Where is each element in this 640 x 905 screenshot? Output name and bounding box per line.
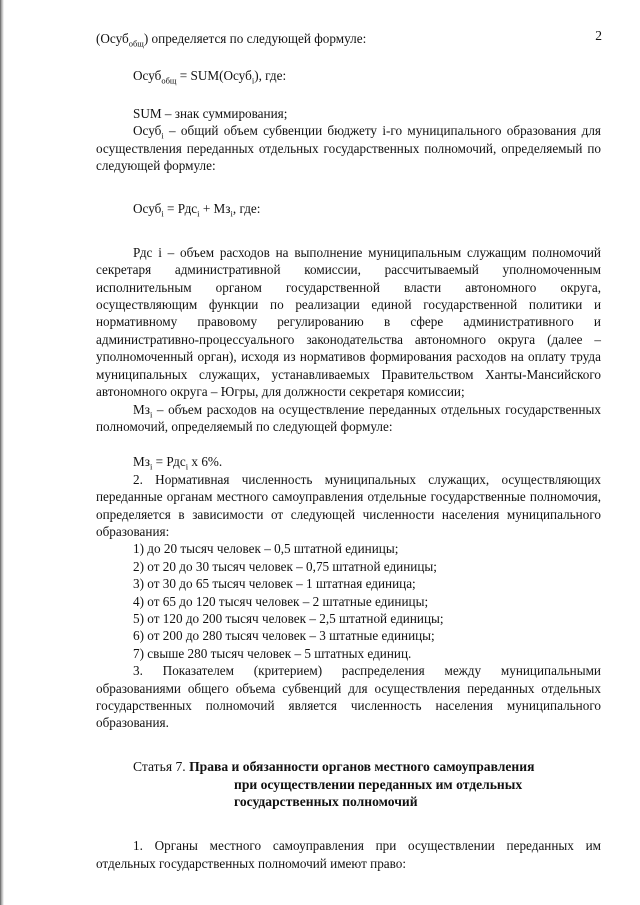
list-item: 7) свыше 280 тысяч человек – 5 штатных единиц. (133, 645, 412, 661)
article-title-line-1: Права и обязанности органов местного самоуправления (189, 758, 535, 774)
intro-line: (Осуб$_{общ}$) определяется по следующей формуле: (96, 31, 367, 49)
point-3: 3. Показателем (критерием) распределения между муниципальными образованиями общего объема субвенций для осуществления переданных отдельных государственных полномочий является численность населения муниципального образования. (96, 663, 601, 731)
formula-mz: $Мз_i = Рдс_i$ х 6%. (133, 454, 223, 472)
point-2: 2. Нормативная численность муниципальных служащих, осуществляющих переданные органам местного самоуправления отдельные государственные полномочия, определяется в зависимости от следующей численности населения муниципального образования: (96, 471, 601, 539)
staff-norm-list (96, 540, 601, 662)
article-title-line-2: при осуществлении переданных им отдельных (234, 776, 523, 792)
article-label: Статья 7. (133, 758, 186, 774)
list-item: 1) до 20 тысяч человек – 0,5 штатной единицы; (133, 541, 399, 557)
scan-edge (0, 0, 4, 905)
list-item: 6) от 200 до 280 тысяч человек – 3 штатные единицы; (133, 628, 435, 644)
page-number: 2 (595, 28, 602, 43)
list-item: 3) от 30 до 65 тысяч человек – 1 штатная единица; (133, 576, 416, 592)
list-item: 5) от 120 до 200 тысяч человек – 2,5 штатной единицы; (133, 610, 444, 626)
sum-definition: SUM – знак суммирования; (133, 105, 288, 121)
rds-definition: Рдс i – объем расходов на выполнение муниципальным служащим полномочий секретаря административной комиссии, рассчитываемый уполномоченным исполнительным органом государственной власти автономного округа, осуществляющим функции по реализации единой государственной политики и нормативному правовому регулированию в сфере административного и административно-процессуального законодательства автономного округа (далее – уполномоченный орган), исходя из нормативов формирования расходов на оплату труда муниципальных служащих, устанавливаемых Правительством Ханты-Мансийского автономного округа – Югры, для должности секретаря комиссии; (96, 244, 601, 400)
formula-total: Осуб$_{общ}$ = SUM(Осуб$_i$), где: (133, 68, 287, 87)
formula-osub: Осуб$_i$ = $Рдс_i + Мз_i$, где: (133, 201, 261, 220)
osub-definition: Осуб$_i$ – общий объем субвенции бюджету i-го муниципального образования для осуществления переданных отдельных государственных полномочий, определяемый по следующей формуле: (96, 123, 601, 174)
mz-definition: $Мз_i$ – объем расходов на осуществление переданных отдельных государственных полномочий, определяемый по следующей формуле: (96, 401, 601, 434)
article-7-heading (96, 758, 601, 811)
document-page (96, 30, 601, 872)
list-item: 4) от 65 до 120 тысяч человек – 2 штатные единицы; (133, 593, 429, 609)
point-1: 1. Органы местного самоуправления при осуществлении переданных им отдельных государственных полномочий имеют право: (96, 838, 601, 871)
list-item: 2) от 20 до 30 тысяч человек – 0,75 штатной единицы; (133, 558, 437, 574)
article-title-line-3: государственных полномочий (234, 794, 418, 810)
